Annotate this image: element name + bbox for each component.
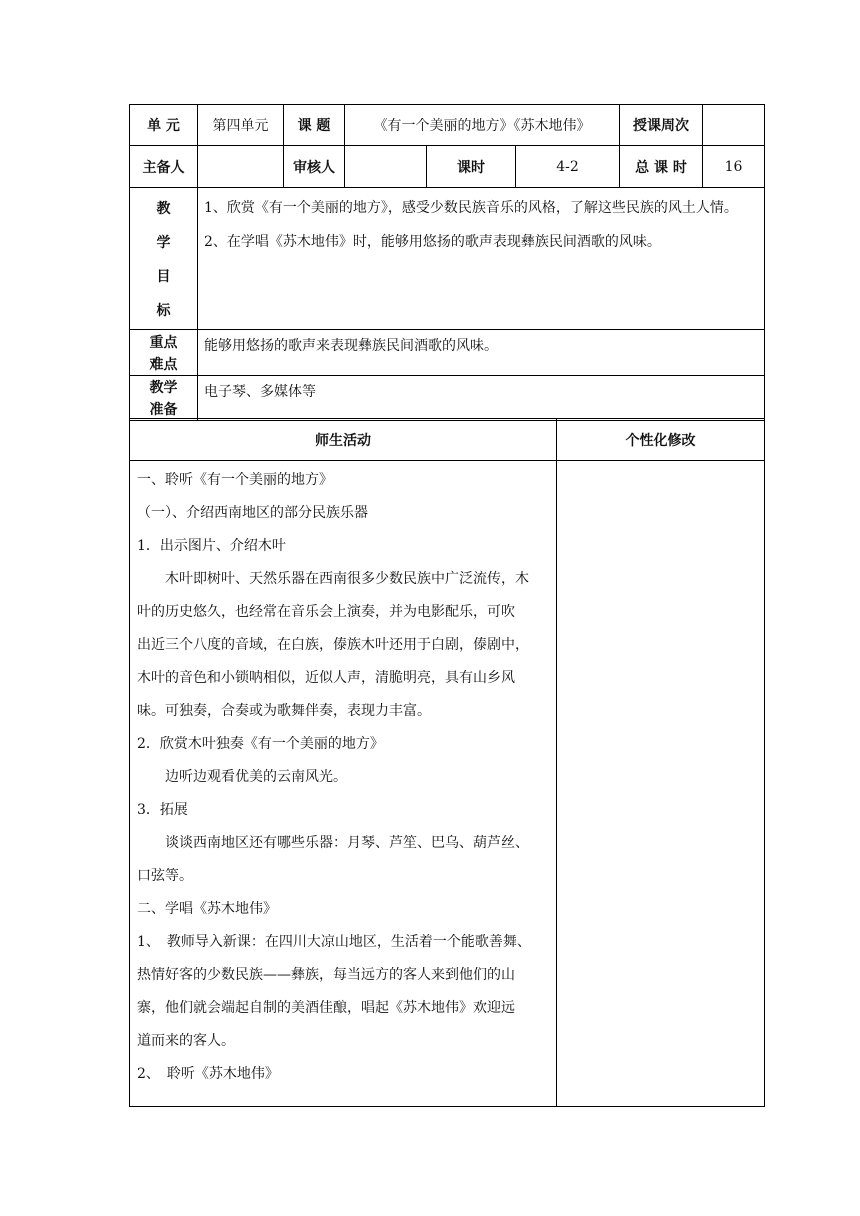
goal-item-1: 1、欣赏《有一个美丽的地方》，感受少数民族音乐的风格，了解这些民族的风土人情。 bbox=[204, 200, 738, 216]
period-value: 4-2 bbox=[516, 146, 620, 188]
revision-column-header: 个性化修改 bbox=[557, 419, 765, 461]
total-label: 总 课 时 bbox=[620, 146, 703, 188]
goals-label-char: 学 bbox=[156, 234, 171, 251]
activity-line: 出近三个八度的音域，在白族，傣族木叶还用于白剧，傣剧中， bbox=[137, 637, 529, 653]
week-label: 授课周次 bbox=[620, 105, 703, 146]
reviewer-value bbox=[345, 146, 427, 188]
goals-label-char: 教 bbox=[156, 200, 171, 217]
preparation-text: 电子琴、多媒体等 bbox=[198, 376, 765, 421]
activity-line: 3．拓展 bbox=[137, 802, 188, 818]
key-points-label bbox=[130, 330, 198, 376]
activity-line: 叶的历史悠久，也经常在音乐会上演奏，并为电影配乐，可吹 bbox=[137, 604, 515, 620]
preparation-label-line: 教学 bbox=[149, 380, 178, 396]
activity-line: （一）、介绍西南地区的部分民族乐器 bbox=[137, 505, 368, 521]
activity-line: 道而来的客人。 bbox=[137, 1033, 235, 1049]
topic-value: 《有一个美丽的地方》《苏木地伟》 bbox=[345, 105, 620, 146]
unit-label: 单 元 bbox=[130, 105, 198, 146]
period-label: 课时 bbox=[427, 146, 516, 188]
goal-item-2: 2、在学唱《苏木地伟》时，能够用悠扬的歌声表现彝族民间酒歌的风味。 bbox=[204, 234, 661, 250]
activity-line: 一、聆听《有一个美丽的地方》 bbox=[137, 472, 333, 488]
goals-label bbox=[130, 188, 198, 330]
topic-label: 课 题 bbox=[284, 105, 345, 146]
activity-line: 二、学唱《苏木地伟》 bbox=[137, 901, 277, 917]
goals-label-char: 目 bbox=[156, 268, 171, 285]
preparation-label bbox=[130, 376, 198, 421]
goals-content bbox=[198, 188, 765, 330]
activity-line: 寨，他们就会端起自制的美酒佳酿，唱起《苏木地伟》欢迎远 bbox=[137, 1000, 515, 1016]
activity-content bbox=[130, 461, 557, 1107]
preparer-label: 主备人 bbox=[130, 146, 198, 188]
activity-column-header: 师生活动 bbox=[130, 419, 557, 461]
activity-line: 口弦等。 bbox=[137, 868, 193, 884]
activity-line: 2、 聆听《苏木地伟》 bbox=[137, 1066, 279, 1082]
activity-line: 1、 教师导入新课：在四川大凉山地区，生活着一个能歌善舞、 bbox=[137, 934, 531, 950]
reviewer-label: 审核人 bbox=[284, 146, 345, 188]
activity-line: 木叶即树叶、天然乐器在西南很多少数民族中广泛流传，木 bbox=[165, 571, 529, 587]
week-value bbox=[703, 105, 765, 146]
key-points-label-line: 重点 bbox=[149, 334, 178, 351]
activity-table bbox=[129, 418, 765, 1107]
activity-line: 边听边观看优美的云南风光。 bbox=[165, 769, 347, 785]
key-points-text: 能够用悠扬的歌声来表现彝族民间酒歌的风味。 bbox=[198, 330, 765, 376]
goals-label-char: 标 bbox=[156, 302, 171, 319]
activity-line: 木叶的音色和小锁呐相似，近似人声，清脆明亮，具有山乡风 bbox=[137, 670, 515, 686]
total-value: 16 bbox=[703, 146, 765, 188]
key-points-label-line: 难点 bbox=[149, 356, 178, 373]
preparer-value bbox=[198, 146, 284, 188]
lesson-plan-header-table bbox=[129, 104, 765, 421]
activity-line: 2．欣赏木叶独奏《有一个美丽的地方》 bbox=[137, 736, 384, 752]
revision-content bbox=[557, 461, 765, 1107]
activity-line: 谈谈西南地区还有哪些乐器：月琴、芦笙、巴乌、葫芦丝、 bbox=[165, 835, 529, 851]
activity-line: 热情好客的少数民族——彝族，每当远方的客人来到他们的山 bbox=[137, 967, 515, 983]
activity-line: 味。可独奏，合奏或为歌舞伴奏，表现力丰富。 bbox=[137, 703, 431, 719]
unit-value: 第四单元 bbox=[198, 105, 284, 146]
activity-line: 1．出示图片、介绍木叶 bbox=[137, 538, 286, 554]
preparation-label-line: 准备 bbox=[149, 402, 178, 418]
